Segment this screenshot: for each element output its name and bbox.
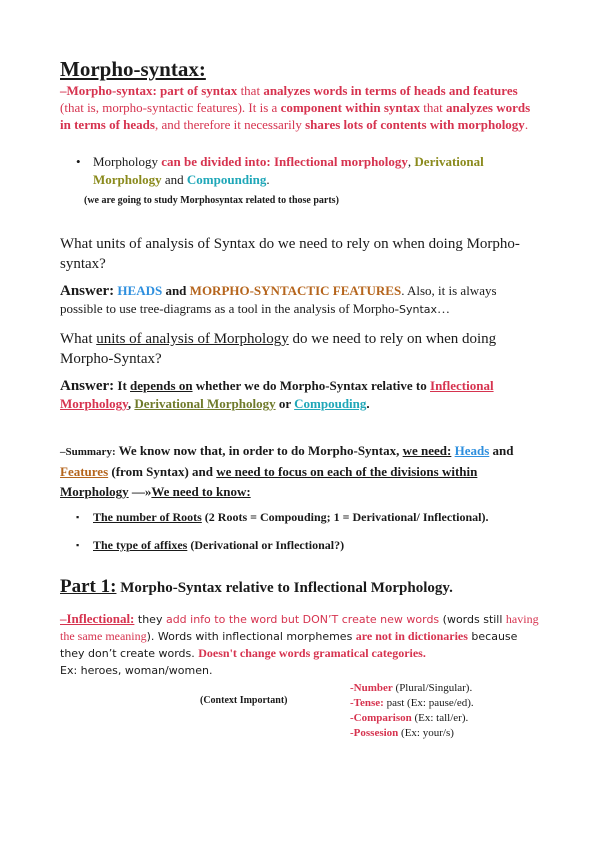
requirements-list [60,508,540,554]
bullet-morphology: • Morphology can be divided into: Inflectional morphology, Derivational Morphology and Compounding. [76,154,484,187]
features-list [350,681,474,741]
question-morphology: What units of analysis of Morphology do we need to rely on when doing Morpho-Syntax? [60,331,497,367]
intro-paragraph: –Morpho-syntax: part of syntax that analyzes words in terms of heads and features (that is, morpho-syntactic features). It is a component within syntax that analyzes words in terms of heads, and therefore it necessarily shares lots of contents with morphology. [60,83,531,132]
part1-heading: Part 1: Morpho-Syntax relative to Inflectional Morphology. [60,576,453,597]
list-item: ▪ The type of affixes (Derivational or Inflectional?) [76,538,345,552]
features-block [60,681,540,751]
bullet-dot: • [76,154,81,169]
inflectional-paragraph: –Inflectional: they add info to the word but DON’T create new words (words still having the same meaning). Words with inflectional morphemes are not in dictionaries because they don’t create words. Doesn't change words gramatical categories. [60,611,539,660]
feature-item: -Comparison (Ex: tall/er). [350,712,469,724]
example-line: Ex: heroes, woman/women. [60,664,213,677]
feature-item: -Possesion (Ex: your/s) [350,727,454,739]
list-item: ▪ The number of Roots (2 Roots = Compouding; 1 = Derivational/ Inflectional). [76,510,489,524]
summary-paragraph: –Summary: We know now that, in order to do Morpho-Syntax, we need: Heads and Features (from Syntax) and we need to focus on each of the divisions within Morphology —»We need to know: [60,443,514,499]
bullet-dot: ▪ [76,540,80,550]
note-study: (we are going to study Morphosyntax related to those parts) [84,195,339,206]
page-title: Morpho-syntax: [60,57,206,81]
question-syntax: What units of analysis of Syntax do we need to rely on when doing Morpho-syntax? [60,236,520,272]
document-page [60,58,540,751]
context-note: (Context Important) [200,695,288,706]
feature-item: -Tense: past (Ex: pause/ed). [350,697,474,709]
answer-morphology: Answer: It depends on whether we do Morpho-Syntax relative to Inflectional Morphology, Derivational Morphology or Compouding. [60,378,494,411]
bullet-dot: ▪ [76,512,80,522]
feature-item: -Number (Plural/Singular). [350,682,473,694]
answer-syntax: Answer: HEADS and MORPHO-SYNTACTIC FEATURES. Also, it is always possible to use tree-diagrams as a tool in the analysis of Morpho-Syntax… [60,283,497,316]
